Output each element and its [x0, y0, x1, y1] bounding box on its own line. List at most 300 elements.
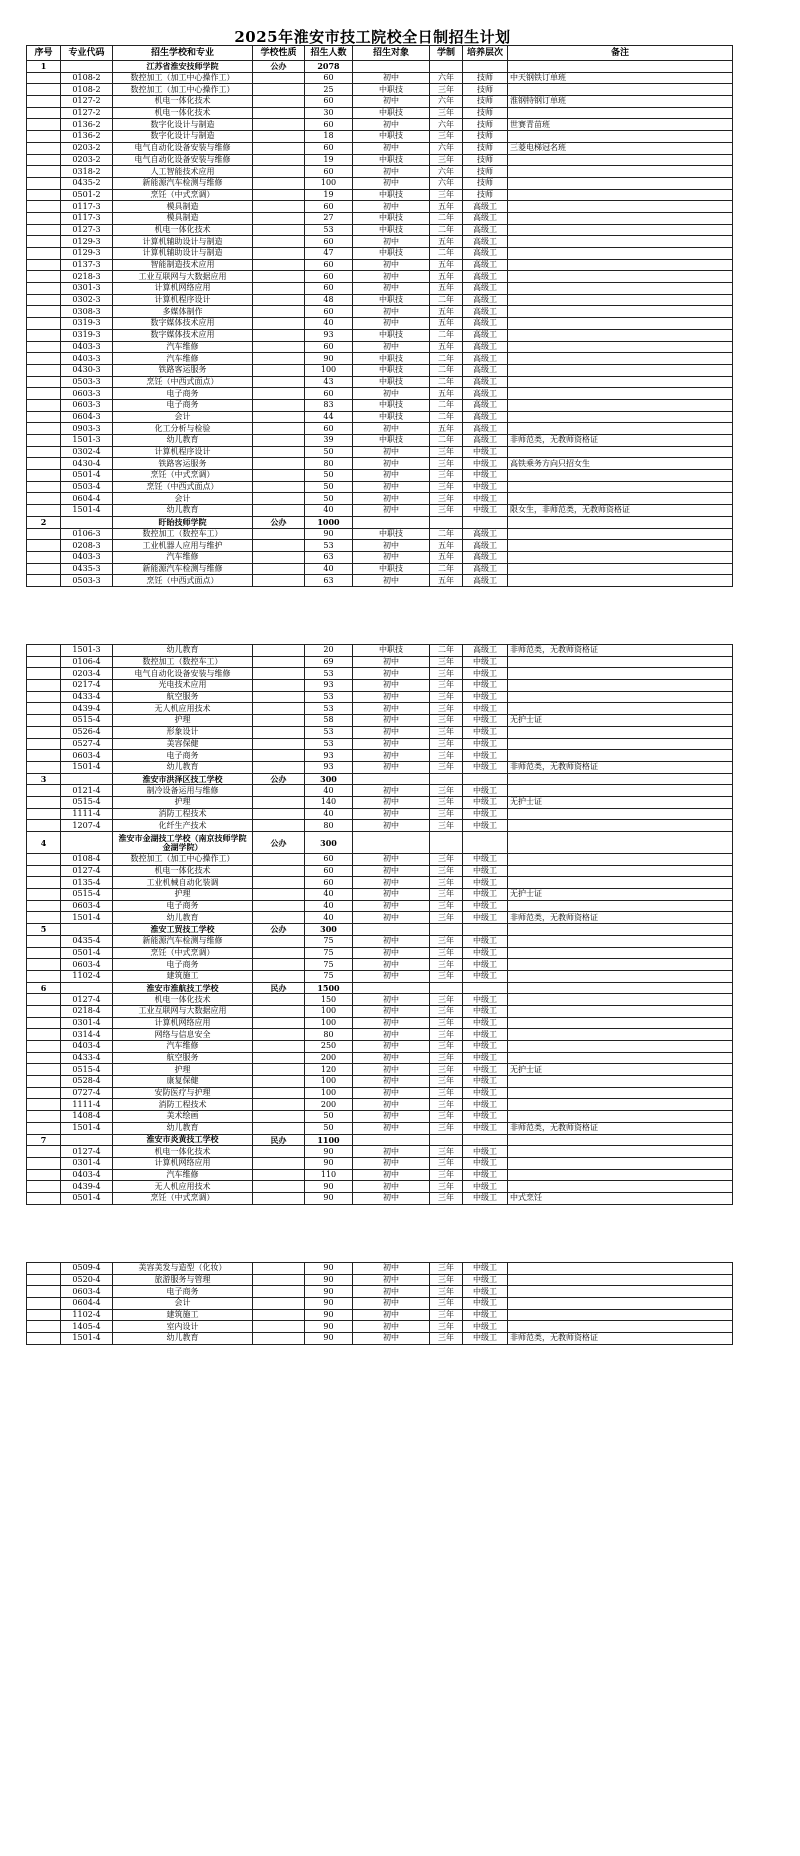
- school-group-row: [27, 832, 733, 854]
- cell-duration: 三年: [430, 493, 463, 505]
- cell-duration: 三年: [430, 738, 463, 750]
- cell-major-code: 0430-3: [61, 364, 113, 376]
- cell-index: [27, 189, 61, 201]
- cell-target-students: 初中: [353, 283, 430, 295]
- cell-major-code: 0603-4: [61, 1286, 113, 1298]
- cell-duration: 三年: [430, 154, 463, 166]
- cell-duration: 三年: [430, 877, 463, 889]
- table-row: [27, 1029, 733, 1041]
- cell-school-type: [253, 1146, 305, 1158]
- cell-school-or-major: 工业互联网与大数据应用: [113, 271, 253, 283]
- cell-school-or-major: 数字媒体技术应用: [113, 329, 253, 341]
- cell-training-level: 中级工: [463, 750, 508, 762]
- cell-remarks: 非师范类，无教师资格证: [508, 761, 733, 773]
- cell-major-code: 0433-4: [61, 691, 113, 703]
- table-row: [27, 96, 733, 108]
- cell-duration: 二年: [430, 248, 463, 260]
- cell-school-type: [253, 166, 305, 178]
- cell-index: [27, 446, 61, 458]
- cell-duration: 三年: [430, 726, 463, 738]
- cell-index: [27, 1286, 61, 1298]
- cell-major-code: 0604-4: [61, 1298, 113, 1310]
- cell-major-code: [61, 924, 113, 936]
- table-row: [27, 912, 733, 924]
- cell-target-students: 中职技: [353, 248, 430, 260]
- table-row: [27, 411, 733, 423]
- cell-index: [27, 458, 61, 470]
- cell-school-or-major: 消防工程技术: [113, 808, 253, 820]
- cell-training-level: [463, 1134, 508, 1146]
- cell-duration: 二年: [430, 364, 463, 376]
- cell-duration: 五年: [430, 306, 463, 318]
- cell-school-or-major: 康复保健: [113, 1076, 253, 1088]
- cell-school-type: 民办: [253, 1134, 305, 1146]
- cell-remarks: 非师范类，无教师资格证: [508, 645, 733, 657]
- cell-school-or-major: 计算机程序设计: [113, 294, 253, 306]
- enrollment-table-page-2: [26, 644, 733, 1205]
- cell-target-students: 初中: [353, 1157, 430, 1169]
- cell-enrollment-count: 53: [305, 224, 353, 236]
- cell-major-code: 0319-3: [61, 329, 113, 341]
- cell-target-students: 初中: [353, 668, 430, 680]
- cell-training-level: 中级工: [463, 865, 508, 877]
- cell-school-or-major: 淮安市炎黄技工学校: [113, 1134, 253, 1146]
- cell-target-students: 中职技: [353, 329, 430, 341]
- cell-enrollment-count: 53: [305, 540, 353, 552]
- cell-index: [27, 1192, 61, 1204]
- cell-school-type: [253, 703, 305, 715]
- cell-training-level: 中级工: [463, 715, 508, 727]
- cell-school-type: [253, 540, 305, 552]
- cell-target-students: 初中: [353, 1192, 430, 1204]
- cell-target-students: 中职技: [353, 399, 430, 411]
- cell-index: [27, 820, 61, 832]
- cell-remarks: [508, 656, 733, 668]
- cell-major-code: [61, 1134, 113, 1146]
- cell-major-code: 0503-3: [61, 376, 113, 388]
- cell-target-students: 初中: [353, 1169, 430, 1181]
- cell-duration: 三年: [430, 900, 463, 912]
- cell-school-or-major: 汽车维修: [113, 1041, 253, 1053]
- cell-index: [27, 1263, 61, 1275]
- cell-index: [27, 796, 61, 808]
- cell-index: [27, 271, 61, 283]
- cell-index: [27, 236, 61, 248]
- cell-school-type: [253, 1263, 305, 1275]
- cell-remarks: [508, 877, 733, 889]
- cell-school-type: [253, 1157, 305, 1169]
- cell-duration: 六年: [430, 177, 463, 189]
- cell-index: [27, 750, 61, 762]
- cell-index: [27, 668, 61, 680]
- cell-school-type: [253, 72, 305, 84]
- cell-target-students: 初中: [353, 1099, 430, 1111]
- cell-index: [27, 551, 61, 563]
- cell-duration: [430, 832, 463, 854]
- cell-enrollment-count: 60: [305, 341, 353, 353]
- cell-remarks: [508, 399, 733, 411]
- cell-enrollment-count: 50: [305, 493, 353, 505]
- cell-target-students: 中职技: [353, 154, 430, 166]
- cell-index: [27, 470, 61, 482]
- cell-target-students: 初中: [353, 808, 430, 820]
- cell-remarks: [508, 411, 733, 423]
- table-row: [27, 435, 733, 447]
- cell-school-or-major: 护理: [113, 715, 253, 727]
- cell-remarks: [508, 982, 733, 994]
- cell-enrollment-count: 50: [305, 1111, 353, 1123]
- cell-major-code: 0301-4: [61, 1017, 113, 1029]
- header-school-and-major: 招生学校和专业: [113, 46, 253, 61]
- cell-duration: 三年: [430, 691, 463, 703]
- cell-index: [27, 761, 61, 773]
- cell-duration: 三年: [430, 1263, 463, 1275]
- table-row: [27, 1064, 733, 1076]
- cell-target-students: 初中: [353, 1309, 430, 1321]
- cell-enrollment-count: 60: [305, 166, 353, 178]
- cell-training-level: [463, 924, 508, 936]
- cell-school-or-major: 网络与信息安全: [113, 1029, 253, 1041]
- table-row: [27, 1333, 733, 1345]
- cell-index: [27, 645, 61, 657]
- cell-enrollment-count: 60: [305, 271, 353, 283]
- cell-school-type: [253, 259, 305, 271]
- cell-school-type: [253, 423, 305, 435]
- cell-major-code: 0121-4: [61, 785, 113, 797]
- cell-remarks: [508, 1087, 733, 1099]
- cell-target-students: 初中: [353, 236, 430, 248]
- cell-duration: 三年: [430, 785, 463, 797]
- cell-target-students: 初中: [353, 1286, 430, 1298]
- cell-target-students: 初中: [353, 423, 430, 435]
- cell-school-type: [253, 84, 305, 96]
- table-row: [27, 796, 733, 808]
- cell-index: [27, 726, 61, 738]
- table-row: [27, 1298, 733, 1310]
- table-row: [27, 889, 733, 901]
- cell-remarks: 世赛青苗班: [508, 119, 733, 131]
- cell-target-students: 初中: [353, 1005, 430, 1017]
- cell-index: [27, 540, 61, 552]
- cell-target-students: 初中: [353, 1029, 430, 1041]
- cell-index: [27, 423, 61, 435]
- cell-training-level: 中级工: [463, 738, 508, 750]
- cell-major-code: 0515-4: [61, 1064, 113, 1076]
- cell-enrollment-count: 40: [305, 889, 353, 901]
- cell-remarks: [508, 1076, 733, 1088]
- cell-target-students: 初中: [353, 96, 430, 108]
- cell-training-level: 高级工: [463, 540, 508, 552]
- cell-target-students: 初中: [353, 1333, 430, 1345]
- cell-major-code: 0108-2: [61, 72, 113, 84]
- cell-training-level: 中级工: [463, 1309, 508, 1321]
- cell-training-level: 高级工: [463, 248, 508, 260]
- cell-remarks: [508, 212, 733, 224]
- cell-remarks: [508, 516, 733, 528]
- cell-remarks: [508, 854, 733, 866]
- cell-target-students: 初中: [353, 493, 430, 505]
- cell-remarks: [508, 283, 733, 295]
- table-row: [27, 481, 733, 493]
- cell-remarks: [508, 470, 733, 482]
- cell-target-students: 初中: [353, 854, 430, 866]
- cell-remarks: [508, 329, 733, 341]
- school-group-row: [27, 516, 733, 528]
- cell-school-or-major: 数控加工（加工中心操作工）: [113, 72, 253, 84]
- cell-target-students: 初中: [353, 1052, 430, 1064]
- cell-school-type: [253, 283, 305, 295]
- cell-index: [27, 411, 61, 423]
- cell-school-type: [253, 551, 305, 563]
- cell-remarks: 中天钢铁订单班: [508, 72, 733, 84]
- cell-target-students: 初中: [353, 259, 430, 271]
- table-row: [27, 154, 733, 166]
- cell-major-code: 0515-4: [61, 796, 113, 808]
- cell-index: [27, 1029, 61, 1041]
- cell-target-students: 初中: [353, 575, 430, 587]
- cell-school-or-major: 形象设计: [113, 726, 253, 738]
- cell-duration: 三年: [430, 131, 463, 143]
- cell-training-level: 高级工: [463, 551, 508, 563]
- cell-remarks: [508, 1169, 733, 1181]
- cell-remarks: [508, 935, 733, 947]
- table-row: [27, 119, 733, 131]
- cell-major-code: 0106-4: [61, 656, 113, 668]
- cell-training-level: 技师: [463, 154, 508, 166]
- cell-duration: 三年: [430, 1298, 463, 1310]
- cell-school-or-major: 电子商务: [113, 900, 253, 912]
- table-row: [27, 994, 733, 1006]
- table-row: [27, 259, 733, 271]
- cell-school-or-major: 护理: [113, 1064, 253, 1076]
- cell-major-code: 0127-4: [61, 1146, 113, 1158]
- table-row: [27, 294, 733, 306]
- cell-school-type: [253, 668, 305, 680]
- cell-training-level: 高级工: [463, 294, 508, 306]
- cell-target-students: 初中: [353, 166, 430, 178]
- cell-duration: 三年: [430, 1157, 463, 1169]
- cell-school-type: [253, 248, 305, 260]
- cell-remarks: [508, 1298, 733, 1310]
- cell-index: [27, 119, 61, 131]
- cell-school-or-major: 计算机辅助设计与制造: [113, 236, 253, 248]
- cell-duration: 三年: [430, 959, 463, 971]
- cell-remarks: [508, 1274, 733, 1286]
- cell-enrollment-count: 60: [305, 119, 353, 131]
- cell-index: [27, 959, 61, 971]
- cell-major-code: 0203-2: [61, 142, 113, 154]
- cell-school-type: [253, 224, 305, 236]
- cell-major-code: 0435-2: [61, 177, 113, 189]
- cell-school-or-major: 美术绘画: [113, 1111, 253, 1123]
- cell-training-level: 中级工: [463, 1263, 508, 1275]
- cell-training-level: 中级工: [463, 935, 508, 947]
- cell-remarks: [508, 1041, 733, 1053]
- cell-school-type: [253, 877, 305, 889]
- cell-enrollment-count: 150: [305, 994, 353, 1006]
- cell-major-code: [61, 61, 113, 73]
- cell-target-students: 中职技: [353, 411, 430, 423]
- cell-school-or-major: 淮安市金湖技工学校（南京技师学院金湖学院）: [113, 832, 253, 854]
- cell-index: [27, 575, 61, 587]
- cell-school-or-major: 人工智能技术应用: [113, 166, 253, 178]
- cell-target-students: 中职技: [353, 353, 430, 365]
- cell-duration: 三年: [430, 470, 463, 482]
- cell-training-level: 技师: [463, 177, 508, 189]
- cell-school-or-major: 烹饪（中西式面点）: [113, 376, 253, 388]
- cell-school-type: [253, 399, 305, 411]
- cell-index: [27, 72, 61, 84]
- cell-remarks: [508, 1157, 733, 1169]
- cell-remarks: [508, 994, 733, 1006]
- cell-target-students: 中职技: [353, 528, 430, 540]
- cell-major-code: 0208-3: [61, 540, 113, 552]
- cell-enrollment-count: 90: [305, 1157, 353, 1169]
- cell-remarks: [508, 84, 733, 96]
- cell-duration: 二年: [430, 294, 463, 306]
- cell-school-or-major: 数字化设计与制造: [113, 131, 253, 143]
- cell-school-type: [253, 107, 305, 119]
- table-row: [27, 399, 733, 411]
- cell-major-code: 1501-4: [61, 505, 113, 517]
- cell-major-code: 1408-4: [61, 1111, 113, 1123]
- table-row: [27, 142, 733, 154]
- cell-index: [27, 1169, 61, 1181]
- cell-training-level: 中级工: [463, 854, 508, 866]
- cell-target-students: 中职技: [353, 435, 430, 447]
- cell-remarks: [508, 668, 733, 680]
- cell-major-code: 0302-4: [61, 446, 113, 458]
- table-row: [27, 750, 733, 762]
- table-row: [27, 645, 733, 657]
- cell-target-students: 初中: [353, 1298, 430, 1310]
- cell-major-code: 0127-4: [61, 865, 113, 877]
- header-training-level: 培养层次: [463, 46, 508, 61]
- cell-remarks: [508, 1309, 733, 1321]
- cell-training-level: [463, 982, 508, 994]
- cell-training-level: [463, 516, 508, 528]
- cell-duration: 三年: [430, 1029, 463, 1041]
- header-school-type: 学校性质: [253, 46, 305, 61]
- table-row: [27, 575, 733, 587]
- cell-training-level: 中级工: [463, 446, 508, 458]
- cell-target-students: 初中: [353, 470, 430, 482]
- cell-school-or-major: 数字媒体技术应用: [113, 318, 253, 330]
- table-row: [27, 1099, 733, 1111]
- cell-remarks: 三菱电梯冠名班: [508, 142, 733, 154]
- table-row: [27, 353, 733, 365]
- cell-duration: 五年: [430, 259, 463, 271]
- cell-remarks: [508, 107, 733, 119]
- cell-training-level: 中级工: [463, 1274, 508, 1286]
- cell-target-students: 初中: [353, 1263, 430, 1275]
- cell-index: [27, 1333, 61, 1345]
- cell-training-level: 技师: [463, 119, 508, 131]
- cell-major-code: [61, 773, 113, 785]
- cell-remarks: [508, 177, 733, 189]
- cell-training-level: 中级工: [463, 1041, 508, 1053]
- cell-index: [27, 1298, 61, 1310]
- cell-major-code: 0501-4: [61, 470, 113, 482]
- cell-index: [27, 131, 61, 143]
- cell-major-code: 0727-4: [61, 1087, 113, 1099]
- cell-remarks: 非师范类，无教师资格证: [508, 1333, 733, 1345]
- cell-school-type: [253, 446, 305, 458]
- cell-training-level: 中级工: [463, 947, 508, 959]
- cell-training-level: 高级工: [463, 645, 508, 657]
- cell-enrollment-count: 60: [305, 388, 353, 400]
- table-row: [27, 808, 733, 820]
- cell-major-code: 0108-4: [61, 854, 113, 866]
- cell-remarks: [508, 1099, 733, 1111]
- table-row: [27, 505, 733, 517]
- table-row: [27, 224, 733, 236]
- cell-target-students: 中职技: [353, 131, 430, 143]
- cell-training-level: 中级工: [463, 1017, 508, 1029]
- cell-duration: 三年: [430, 1309, 463, 1321]
- cell-index: [27, 1052, 61, 1064]
- cell-enrollment-count: 110: [305, 1169, 353, 1181]
- cell-major-code: 0603-4: [61, 750, 113, 762]
- cell-duration: 三年: [430, 1321, 463, 1333]
- cell-school-type: 民办: [253, 982, 305, 994]
- cell-major-code: 0603-4: [61, 900, 113, 912]
- cell-major-code: 0435-4: [61, 935, 113, 947]
- cell-duration: 三年: [430, 1076, 463, 1088]
- cell-training-level: 中级工: [463, 1169, 508, 1181]
- cell-school-or-major: 模具制造: [113, 212, 253, 224]
- cell-enrollment-count: 19: [305, 154, 353, 166]
- cell-training-level: 高级工: [463, 318, 508, 330]
- cell-school-type: [253, 738, 305, 750]
- cell-enrollment-count: 63: [305, 575, 353, 587]
- cell-training-level: 高级工: [463, 212, 508, 224]
- cell-school-or-major: 航空服务: [113, 1052, 253, 1064]
- cell-target-students: 初中: [353, 341, 430, 353]
- cell-major-code: 0435-3: [61, 563, 113, 575]
- cell-remarks: 非师范类，无教师资格证: [508, 912, 733, 924]
- cell-major-code: 0318-2: [61, 166, 113, 178]
- cell-major-code: 0129-3: [61, 236, 113, 248]
- table-row: [27, 446, 733, 458]
- cell-index: [27, 493, 61, 505]
- cell-index: [27, 1064, 61, 1076]
- table-row: [27, 947, 733, 959]
- cell-training-level: 中级工: [463, 820, 508, 832]
- cell-index: [27, 877, 61, 889]
- cell-major-code: 0136-2: [61, 119, 113, 131]
- cell-duration: 六年: [430, 119, 463, 131]
- cell-training-level: 高级工: [463, 435, 508, 447]
- cell-index: [27, 912, 61, 924]
- cell-training-level: 中级工: [463, 994, 508, 1006]
- table-row: [27, 306, 733, 318]
- cell-major-code: 1405-4: [61, 1321, 113, 1333]
- cell-major-code: [61, 832, 113, 854]
- cell-school-or-major: 无人机应用技术: [113, 1181, 253, 1193]
- cell-major-code: 0604-4: [61, 493, 113, 505]
- cell-school-type: [253, 1192, 305, 1204]
- cell-enrollment-count: 75: [305, 959, 353, 971]
- cell-remarks: [508, 900, 733, 912]
- table-row: [27, 656, 733, 668]
- cell-index: 7: [27, 1134, 61, 1146]
- cell-training-level: 技师: [463, 131, 508, 143]
- cell-major-code: [61, 982, 113, 994]
- cell-target-students: 初中: [353, 142, 430, 154]
- cell-enrollment-count: 47: [305, 248, 353, 260]
- cell-index: [27, 259, 61, 271]
